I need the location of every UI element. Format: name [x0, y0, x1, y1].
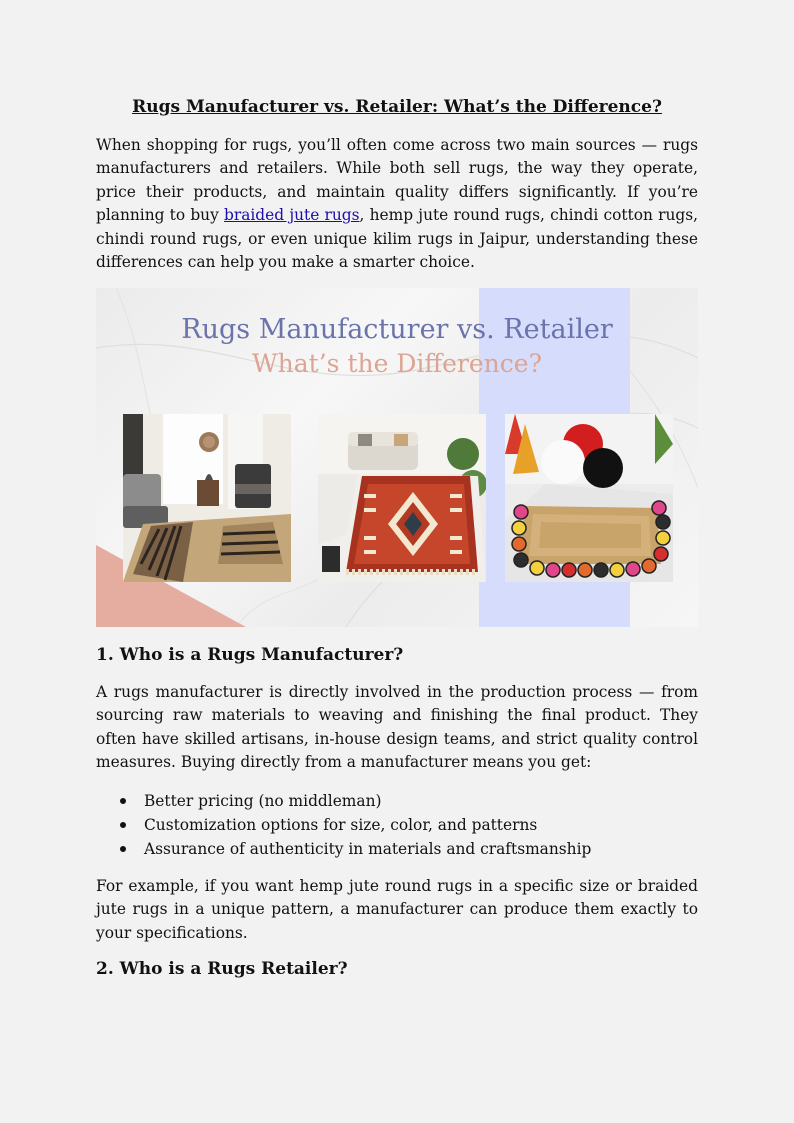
manufacturer-paragraph: A rugs manufacturer is directly involved in the production process — from sourcing raw materials to weaving and finishing the final product. They often have skilled artisans, in-house design teams, and strict quality control measures. Buying directly from a manufacturer means you get:: [96, 683, 698, 772]
intro-text-before-link: When shopping for rugs, you’ll often come across two main sources — rugs manufacturers and retailers. While both sell rugs, the way they operate, price their products, and maintain quality differs significantly. If you’re planning to buy: [96, 136, 698, 225]
benefits-list: [96, 789, 698, 861]
list-item: Better pricing (no middleman): [96, 789, 698, 813]
section-heading-manufacturer: 1. Who is a Rugs Manufacturer?: [96, 645, 404, 665]
document-title: Rugs Manufacturer vs. Retailer: What’s the Difference?: [132, 97, 662, 117]
banner-image: [96, 288, 698, 627]
banner-title-line1: Rugs Manufacturer vs. Retailer: [181, 314, 613, 345]
photo-round-jute-rug: [505, 414, 673, 582]
banner-title-line2: What’s the Difference?: [251, 349, 542, 378]
braided-jute-rugs-link[interactable]: braided jute rugs: [224, 206, 360, 225]
list-item: Assurance of authenticity in materials and craftsmanship: [96, 837, 698, 861]
example-paragraph: For example, if you want hemp jute round rugs in a specific size or braided jute rugs in a unique pattern, a manufacturer can produce them exactly to your specifications.: [96, 877, 698, 942]
photo-living-room-runner: [123, 414, 291, 582]
list-item: Customization options for size, color, and patterns: [96, 813, 698, 837]
section-heading-retailer: 2. Who is a Rugs Retailer?: [96, 959, 348, 979]
intro-text-after-link: , hemp jute round rugs, chindi cotton rugs, chindi round rugs, or even unique kilim rugs in Jaipur, understanding these differences can help you make a smarter choice.: [96, 206, 698, 272]
photo-kilim-rug: [318, 414, 486, 582]
intro-paragraph: [96, 134, 698, 274]
